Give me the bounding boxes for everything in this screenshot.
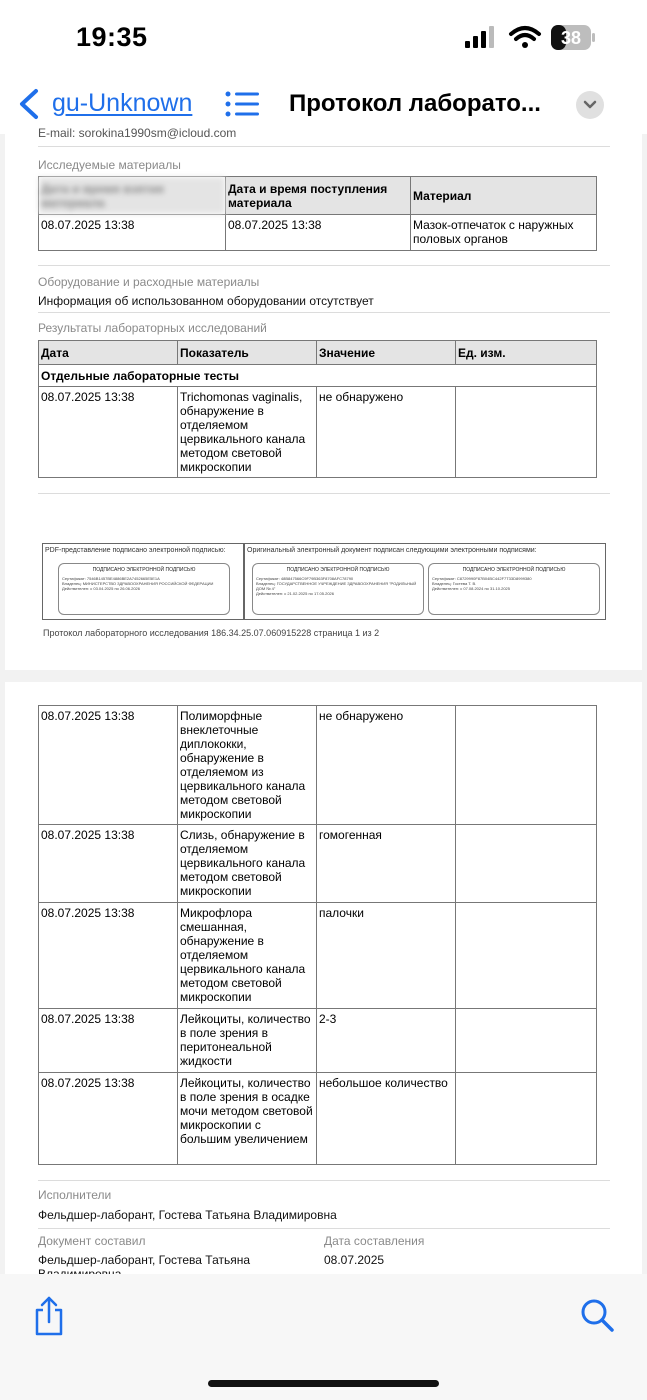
result-unit <box>456 825 597 903</box>
result-date: 08.07.2025 13:38 <box>39 825 178 903</box>
home-indicator <box>208 1380 439 1387</box>
divider <box>38 312 610 313</box>
document-title: Протокол лаборато... <box>289 90 541 117</box>
author-text: Фельдшер-лаборант, Гостева Татьяна <box>38 1253 251 1267</box>
material-cell: Мазок-отпечаток с наружных половых органов <box>411 215 597 251</box>
signature-card <box>428 563 600 615</box>
results-header-date: Дата <box>39 341 178 365</box>
result-value: гомогенная <box>317 825 456 903</box>
result-unit <box>456 706 597 825</box>
material-header-material: Материал <box>411 177 597 215</box>
results-table-continued <box>38 705 597 1165</box>
result-date: 08.07.2025 13:38 <box>39 903 178 1009</box>
section-equipment-title: Оборудование и расходные материалы <box>38 275 260 289</box>
section-date-title: Дата составления <box>324 1234 425 1248</box>
divider <box>38 146 610 147</box>
battery-level: 38 <box>560 28 582 48</box>
result-indicator: Слизь, обнаружение в отделяемом цервикального канала методом световой микроскопии <box>178 825 317 903</box>
result-unit <box>456 1073 597 1165</box>
signature-card-title: ПОДПИСАНО ЭЛЕКТРОННОЙ ПОДПИСЬЮ <box>286 567 390 573</box>
result-unit <box>456 1009 597 1073</box>
material-header-received: Дата и время поступления материала <box>226 177 411 215</box>
result-indicator: Лейкоциты, количество в поле зрения в перитонеальной жидкости <box>178 1009 317 1073</box>
table-row <box>39 903 597 1009</box>
table-row <box>39 825 597 903</box>
signature-card-valid: Действителен: с 21.02.2025 по 17.05.2026 <box>256 591 334 596</box>
section-author-title: Документ составил <box>38 1234 146 1248</box>
material-table <box>38 176 597 251</box>
result-indicator: Лейкоциты, количество в поле зрения в осадке мочи методом световой микроскопии с большим увеличением <box>178 1073 317 1165</box>
result-unit <box>456 387 597 478</box>
battery-icon <box>551 25 595 50</box>
patient-email: E-mail: sorokina1990sm@icloud.com <box>38 126 237 140</box>
table-row <box>39 1009 597 1073</box>
signature-card-owner: Владелец: ГОСУДАРСТВЕННОЕ УЧРЕЖДЕНИЕ ЗДРАВООХРАНЕНИЯ "РОДИЛЬНЫЙ ДОМ № 4" <box>256 581 417 591</box>
result-value: палочки <box>317 903 456 1009</box>
result-date: 08.07.2025 13:38 <box>39 387 178 478</box>
signature-card-valid: Действителен: с 07.08.2024 по 31.10.2025 <box>432 586 510 591</box>
bottom-toolbar <box>0 1274 647 1400</box>
share-icon[interactable] <box>33 1296 65 1336</box>
material-cell: 08.07.2025 13:38 <box>226 215 411 251</box>
original-signature-caption: Оригинальный электронный документ подписан следующими электронными подписями: <box>247 547 537 554</box>
section-results-title: Результаты лабораторных исследований <box>38 321 267 335</box>
signature-card-title: ПОДПИСАНО ЭЛЕКТРОННОЙ ПОДПИСЬЮ <box>92 567 196 573</box>
pdf-signature-caption: PDF-представление подписано электронной подписью: <box>45 547 226 554</box>
status-bar <box>0 0 647 78</box>
cellular-signal-icon <box>465 26 495 48</box>
signature-card-owner: Владелец: МИНИСТЕРСТВО ЗДРАВООХРАНЕНИЯ РОССИЙСКОЙ ФЕДЕРАЦИИ <box>62 581 214 586</box>
original-signature-box <box>244 543 606 620</box>
result-unit <box>456 903 597 1009</box>
results-group-title: Отдельные лабораторные тесты <box>39 365 597 387</box>
chevron-down-icon <box>576 91 604 119</box>
result-value: не обнаружено <box>317 387 456 478</box>
signature-card-title: ПОДПИСАНО ЭЛЕКТРОННОЙ ПОДПИСЬЮ <box>462 567 566 573</box>
table-row <box>39 1073 597 1165</box>
result-date: 08.07.2025 13:38 <box>39 706 178 825</box>
divider <box>38 265 610 266</box>
divider <box>38 493 610 494</box>
divider <box>38 1228 610 1229</box>
result-value: небольшое количество <box>317 1073 456 1165</box>
table-row <box>39 387 597 478</box>
date-text: 08.07.2025 <box>324 1253 385 1267</box>
back-button[interactable]: gu-Unknown <box>52 89 193 117</box>
wifi-icon <box>510 26 540 48</box>
section-executors-title: Исполнители <box>38 1188 112 1202</box>
table-row <box>39 706 597 825</box>
result-date: 08.07.2025 13:38 <box>39 1073 178 1165</box>
pdf-signature-box <box>42 543 244 620</box>
signature-card-owner: Владелец: Гостева Т. В. <box>432 581 477 586</box>
results-header-unit: Ед. изм. <box>456 341 597 365</box>
page-footer: Протокол лабораторного исследования 186.34.25.07.060915228 страница 1 из 2 <box>43 628 380 638</box>
result-date: 08.07.2025 13:38 <box>39 1009 178 1073</box>
results-table <box>38 340 597 478</box>
back-chevron-icon[interactable] <box>16 88 42 120</box>
divider <box>38 1180 610 1181</box>
signature-card-cert: Сертификат: C8729990F87B04BC442F7T33D8999380 <box>432 576 532 581</box>
material-header-taken: Дата и время взятия материала <box>39 177 226 215</box>
equipment-text: Информация об использованном оборудовании отсутствует <box>38 294 374 308</box>
document-page-1 <box>5 126 642 670</box>
executor-text: Фельдшер-лаборант, Гостева Татьяна Владимировна <box>38 1208 337 1222</box>
signature-card-valid: Действителен: с 03.04.2025 по 26.06.2026 <box>62 586 140 591</box>
section-material-title: Исследуемые материалы <box>38 158 181 172</box>
result-indicator: Trichomonas vaginalis, обнаружение в отделяемом цервикального канала методом световой микроскопии <box>178 387 317 478</box>
result-value: не обнаружено <box>317 706 456 825</box>
search-icon[interactable] <box>580 1298 614 1332</box>
signature-card <box>58 563 230 615</box>
result-indicator: Полиморфные внеклеточные диплококки, обнаружение в отделяемом из цервикального канала методом световой микроскопии <box>178 706 317 825</box>
results-header-indicator: Показатель <box>178 341 317 365</box>
result-indicator: Микрофлора смешанная, обнаружение в отделяемом цервикального канала методом световой микроскопии <box>178 903 317 1009</box>
signature-card <box>252 563 424 615</box>
status-time: 19:35 <box>76 22 148 52</box>
list-icon[interactable] <box>225 91 259 117</box>
signature-card-cert: Сертификат: 48B847566C9F79B363F8708AFC78790 <box>256 576 354 581</box>
title-menu-button[interactable] <box>576 91 604 119</box>
material-cell: 08.07.2025 13:38 <box>39 215 226 251</box>
results-header-value: Значение <box>317 341 456 365</box>
signature-card-cert: Сертификат: 7546B1457BE4886BE2A7452665E5E1A <box>62 576 160 581</box>
document-page-2 <box>5 682 642 1274</box>
result-value: 2-3 <box>317 1009 456 1073</box>
